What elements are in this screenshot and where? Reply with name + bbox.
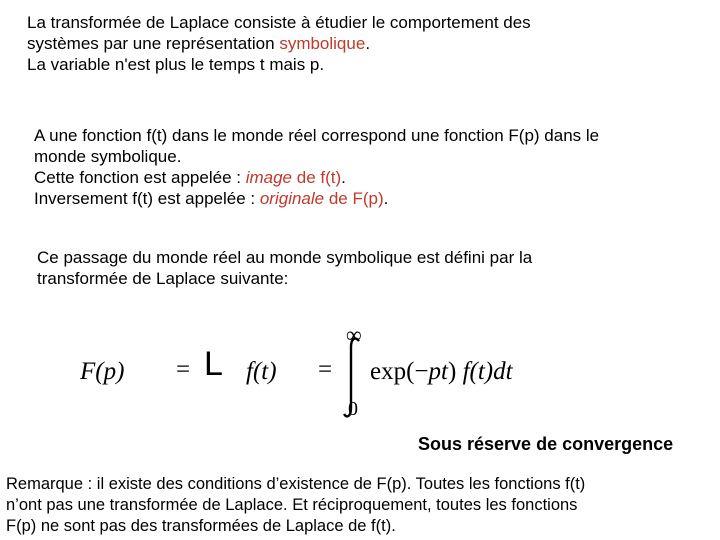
symbolique-highlight: symbolique	[279, 34, 366, 53]
image-line-1: A une fonction f(t) dans le monde réel correspond une fonction F(p) dans le	[34, 126, 600, 145]
remark-line-3: F(p) ne sont pas des transformées de Laplace de f(t).	[6, 517, 396, 535]
image-line-4-text: Inversement f(t) est appelée :	[34, 189, 260, 208]
formula-equals-2: =	[318, 356, 333, 383]
passage-line-1: Ce passage du monde réel au monde symbolique est défini par la	[37, 248, 533, 267]
integrand-ft: f(t)	[462, 358, 494, 385]
passage-line-2: transformée de Laplace suivante:	[37, 269, 289, 288]
integrand-exp: exp(	[370, 358, 415, 385]
upper-bound: ∞	[346, 322, 362, 347]
image-line-2: monde symbolique.	[34, 147, 182, 166]
intro-line-2-period: .	[365, 34, 371, 53]
image-line-4	[34, 188, 599, 209]
image-paragraph	[34, 125, 599, 209]
image-line-3	[34, 167, 599, 188]
formula-equals-1: =	[176, 356, 191, 383]
intro-line-2	[27, 33, 531, 54]
remark-paragraph	[6, 474, 585, 537]
image-term-of: de f(t)	[292, 168, 342, 187]
formula-argument: f(t)	[246, 358, 277, 385]
lower-bound: 0	[348, 398, 358, 420]
convergence-note: Sous réserve de convergence	[418, 434, 674, 454]
integrand-pt: pt	[428, 358, 448, 385]
formula-lhs: F(p)	[80, 358, 125, 385]
image-line-3-text: Cette fonction est appelée :	[34, 168, 246, 187]
integrand-close: )	[447, 358, 457, 385]
passage-paragraph	[37, 247, 532, 289]
originale-term-of: de F(p)	[324, 189, 384, 208]
image-term: image	[245, 168, 293, 187]
remark-line-1: Remarque : il existe des conditions d’existence de F(p). Toutes les fonctions f(t)	[6, 475, 586, 493]
laplace-operator: L	[204, 345, 223, 383]
intro-line-3: La variable n'est plus le temps t mais p.	[27, 55, 325, 74]
intro-line-2-text: systèmes par une représentation	[27, 34, 280, 53]
integrand-minus: −	[414, 358, 429, 385]
image-line-4-period: .	[383, 189, 389, 208]
formula-integrand	[370, 358, 513, 386]
remark-line-2: n’ont pas une transformée de Laplace. Et réciproquement, toutes les fonctions	[6, 496, 578, 514]
intro-paragraph	[27, 12, 531, 75]
originale-term: originale	[259, 189, 325, 208]
integrand-dt: dt	[493, 358, 513, 385]
laplace-formula	[80, 322, 620, 430]
intro-line-1: La transformée de Laplace consiste à étudier le comportement des	[27, 13, 531, 32]
image-line-3-period: .	[341, 168, 346, 187]
